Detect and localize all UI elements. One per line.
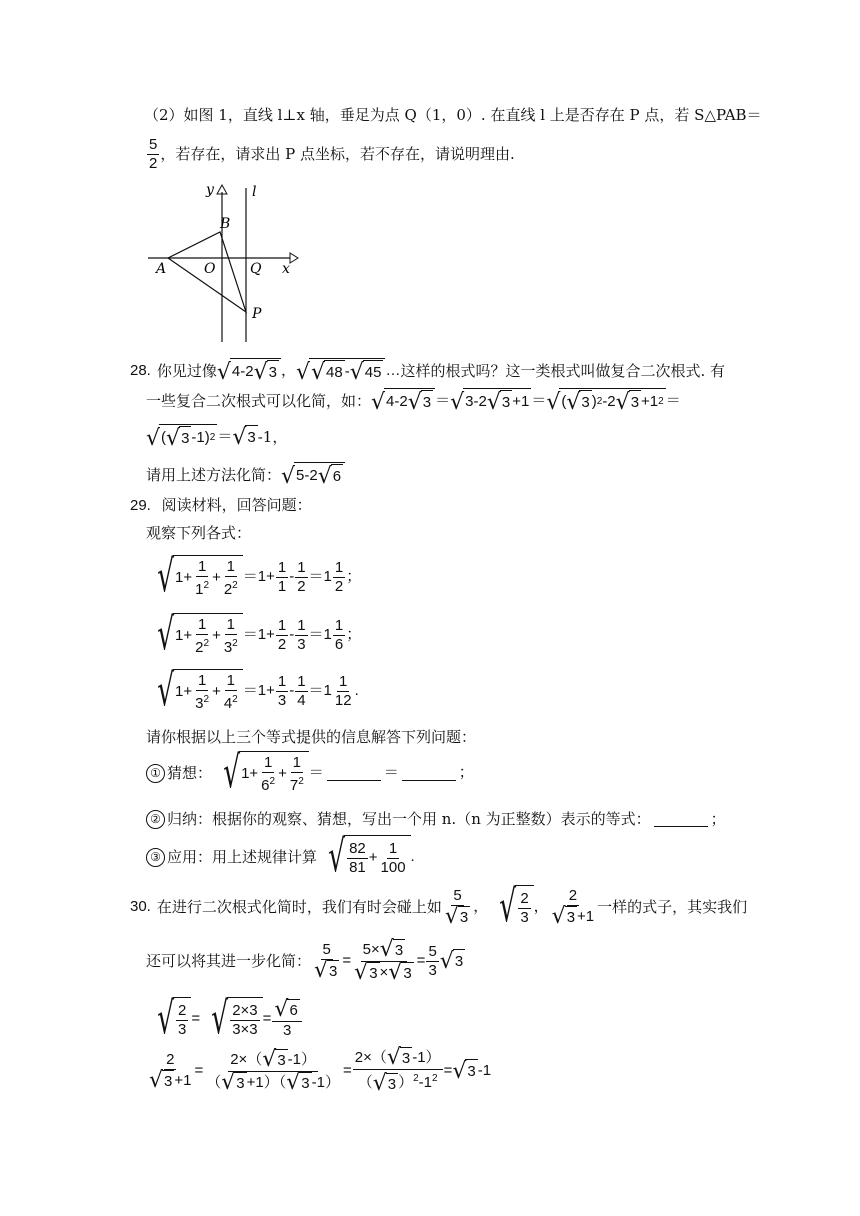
item-3-text: 应用：用上述规律计算 xyxy=(167,848,318,866)
q29-title: 阅读材料，回答问题： xyxy=(161,496,312,514)
q27-part2-text: （2）如图 1，直线 l⊥x 轴，垂足为点 Q（1，0）. 在直线 l 上是否存在 P 点，若 S△PAB＝ xyxy=(144,106,762,124)
answer-blank-3[interactable] xyxy=(654,812,708,827)
q28-line2-text: 一些复合二次根式可以化简，如： xyxy=(146,392,372,410)
q30-intro-a: 在进行二次根式化简时，我们有时会碰上如 xyxy=(156,898,442,916)
item-2-marker: ② xyxy=(146,810,165,829)
item-1-label: 猜想： xyxy=(167,764,213,782)
q30-simplify-2: √ $\frac{2}{3}$ = √ $\frac{2\times 3}{3\times 3}$ = √ 6 3 xyxy=(146,994,303,1044)
q29-observe: 观察下列各式： xyxy=(146,524,252,542)
q30-line2 xyxy=(146,938,465,984)
coordinate-figure xyxy=(140,180,300,345)
q28-line1 xyxy=(130,356,725,386)
q29-equation-1: √ 1+ $\frac{1}{1^2}$ + $\frac{1}{2^2}$ ＝1+ $\frac{1}{1}$ - $\frac{1}{2}$ ＝1 $\frac{1}{2}$ ； xyxy=(157,551,362,602)
apply-expression: √ $\frac{82}{81}$ + $\frac{1}{100}$ . xyxy=(328,831,415,882)
q28-intro-a: 你见过像 xyxy=(156,362,217,380)
radical-4-2root3: √ 4-2 √ 3 ， √ √ 48 - √ 45 … xyxy=(216,360,401,385)
question-number-28: 28. xyxy=(130,362,151,379)
label-a: A xyxy=(156,261,167,277)
label-p: P xyxy=(252,306,262,322)
q27-part2-line2 xyxy=(146,134,515,174)
q30-simplify-1: 5 √ 3 = 5× √ 3 √ 3 × √ 3 = $\frac{5}{3}$ √ 3 xyxy=(314,936,464,985)
fraction-denominator: 2 xyxy=(149,154,158,172)
label-o: O xyxy=(204,261,216,277)
label-x: x xyxy=(282,261,290,277)
answer-blank-2[interactable] xyxy=(402,766,456,781)
x-axis-arrow-icon xyxy=(290,253,298,263)
q29-item-3 xyxy=(146,831,415,882)
q29-item-1 xyxy=(146,746,474,800)
item-2-text: 归纳：根据你的观察、猜想，写出一个用 n.（n 为正整数）表示的等式： xyxy=(167,810,651,828)
q27-part2-text-2: ，若存在，请求出 P 点坐标，若不存在，请说明理由. xyxy=(160,145,515,163)
q30-example-forms: 5 √ 3 ， √ $\frac{2}{3}$ ， 2 √ 3 +1 xyxy=(444,881,595,932)
q29-title-line xyxy=(130,494,312,517)
question-number-29: 29. xyxy=(130,497,151,514)
q30-intro-b: 一样的式子，其实我们 xyxy=(597,898,748,916)
q29-equation-3: √ 1+ $\frac{1}{3^2}$ + $\frac{1}{4^2}$ ＝1+ $\frac{1}{3}$ - $\frac{1}{4}$ ＝1 $\frac{1}{12}$ . xyxy=(157,665,359,716)
q28-task-text: 请用上述方法化简： xyxy=(146,466,282,484)
fraction-numerator: 5 xyxy=(149,135,158,153)
q28-line3 xyxy=(146,420,287,454)
q28-line2 xyxy=(146,386,681,416)
q29-equation-2: √ 1+ $\frac{1}{2^2}$ + $\frac{1}{3^2}$ ＝1+ $\frac{1}{2}$ - $\frac{1}{3}$ ＝1 $\frac{1}{6}$ ； xyxy=(157,609,362,660)
question-number-30: 30. xyxy=(130,898,151,915)
q30-simplify-3: 2 √ 3 +1 = 2×（ √ 3 -1） （ √ 3 +1）（ √ 3 -1） = 2×（ √ 3 -1） （ √ 3 ）$^2-1^2$ = √ 3 -1 xyxy=(149,1045,492,1096)
q28-line3-end: -1， xyxy=(257,428,288,446)
item-3-marker: ③ xyxy=(146,848,165,867)
q28-intro-b: 这样的根式吗？这一类根式叫做复合二次根式. 有 xyxy=(400,362,725,380)
q28-example-result: √ ( √ 3 -1) 2 ＝ √ 3 xyxy=(146,425,256,451)
q29-observe-line xyxy=(146,522,251,544)
label-l: l xyxy=(252,184,257,200)
five-halves-fraction xyxy=(147,136,159,173)
answer-blank-1[interactable] xyxy=(327,766,381,781)
q29-prompt-line xyxy=(146,726,476,748)
q27-part2-line1 xyxy=(144,104,762,126)
q29-prompt: 请你根据以上三个等式提供的信息解答下列问题： xyxy=(146,728,477,746)
radical-5-2root6: √ 5-2 √ 6 xyxy=(281,462,345,488)
label-b: B xyxy=(220,216,231,232)
q30-line1 xyxy=(130,881,748,932)
guess-expression: √ 1+ $\frac{1}{6^2}$ + $\frac{1}{7^2}$ ＝ ＝ ； xyxy=(223,747,474,798)
label-q: Q xyxy=(250,261,262,277)
q30-line2-text: 还可以将其进一步化简： xyxy=(146,952,312,970)
q28-example-chain: √ 4-2 √ 3 ＝ √ 3-2 √ 3 +1 ＝ √ ( √ 3 ) 2 -2 √ 3 +1 2 ＝ xyxy=(371,390,681,415)
item-1-marker: ① xyxy=(146,764,165,783)
label-y: y xyxy=(206,182,214,198)
q28-line4 xyxy=(146,462,345,488)
q29-item-2: ② 归纳：根据你的观察、猜想，写出一个用 n.（n 为正整数）表示的等式： ； xyxy=(146,806,726,832)
